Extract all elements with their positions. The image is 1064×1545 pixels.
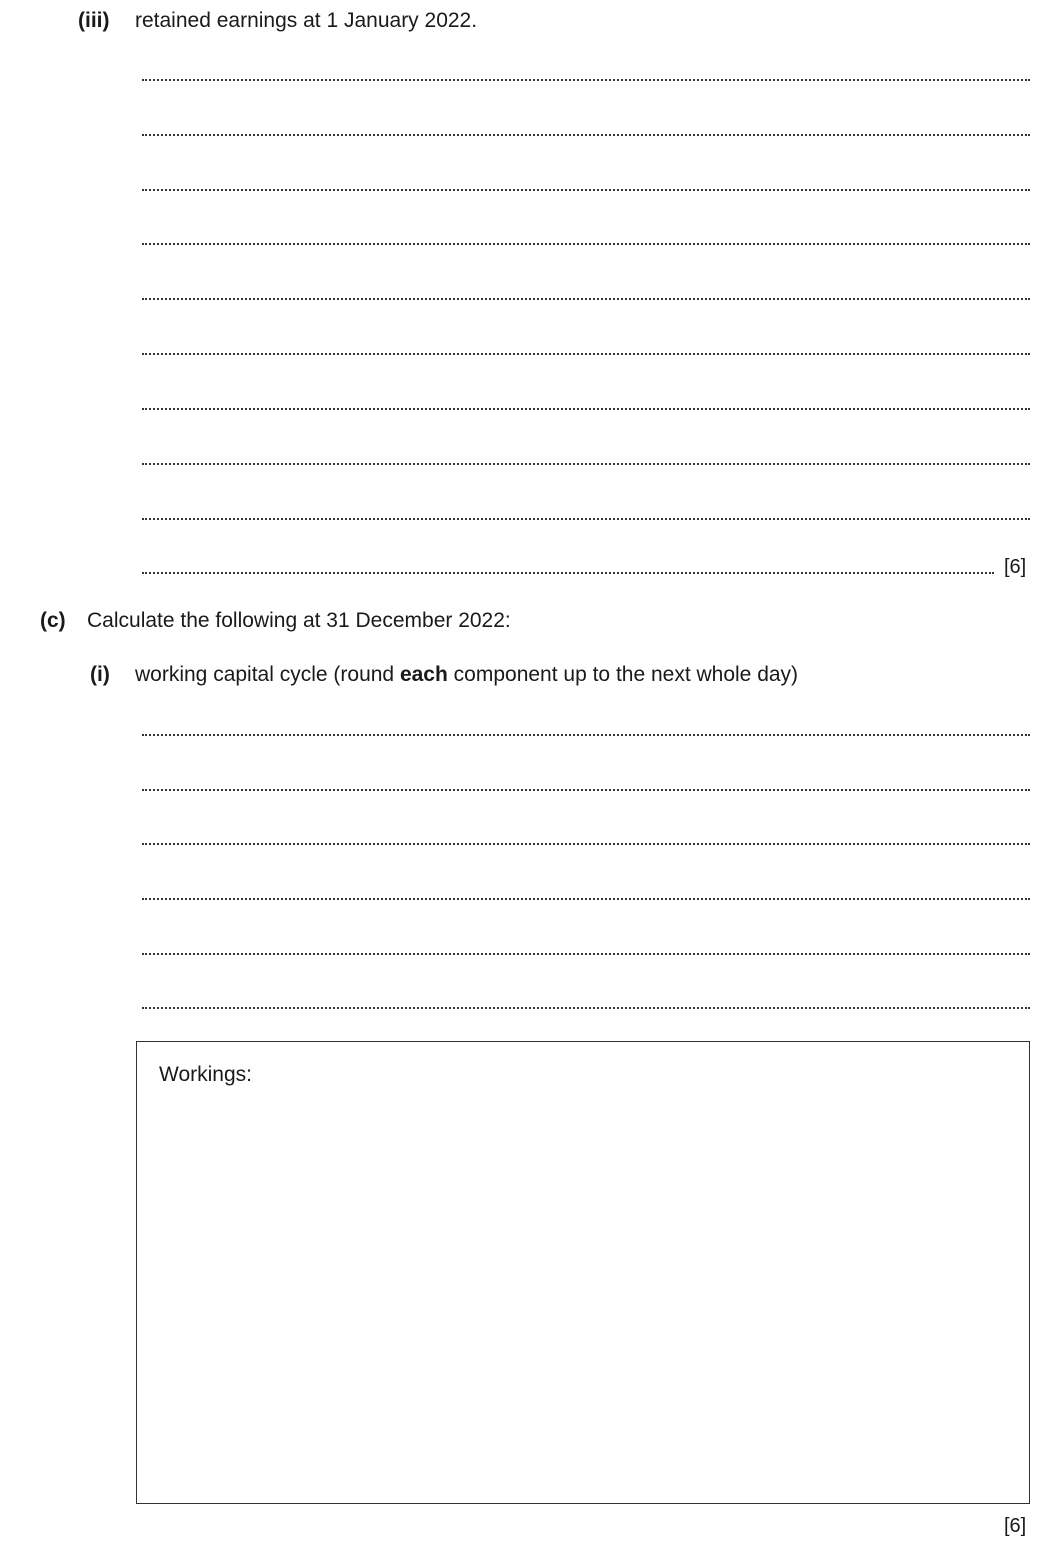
answer-line[interactable] [142, 243, 1030, 245]
answer-line[interactable] [142, 353, 1030, 355]
question-label-c-i: (i) [90, 663, 110, 686]
question-label-c: (c) [40, 609, 66, 632]
question-text-part: working capital cycle (round [135, 663, 400, 686]
marks-iii: [6] [1004, 556, 1027, 578]
question-text-emphasis: each [399, 663, 448, 686]
answer-line[interactable] [142, 518, 1030, 520]
question-text-c-i [135, 663, 798, 687]
question-text-iii: retained earnings at 1 January 2022. [135, 9, 478, 32]
answer-line[interactable] [142, 953, 1030, 955]
answer-line[interactable] [142, 408, 1030, 410]
marks-c-i: [6] [1004, 1515, 1027, 1537]
answer-line[interactable] [142, 789, 1030, 791]
answer-line[interactable] [142, 1007, 1030, 1009]
answer-line[interactable] [142, 134, 1030, 136]
workings-box[interactable] [136, 1041, 1030, 1504]
answer-line[interactable] [142, 572, 994, 574]
question-label-iii: (iii) [78, 9, 110, 32]
workings-label: Workings: [159, 1063, 252, 1086]
answer-line[interactable] [142, 79, 1030, 81]
answer-line[interactable] [142, 843, 1030, 845]
answer-line[interactable] [142, 463, 1030, 465]
answer-line[interactable] [142, 189, 1030, 191]
answer-line[interactable] [142, 298, 1030, 300]
answer-line[interactable] [142, 734, 1030, 736]
question-text-part: component up to the next whole day) [447, 663, 799, 686]
question-text-c: Calculate the following at 31 December 2022: [87, 609, 511, 632]
answer-line[interactable] [142, 898, 1030, 900]
